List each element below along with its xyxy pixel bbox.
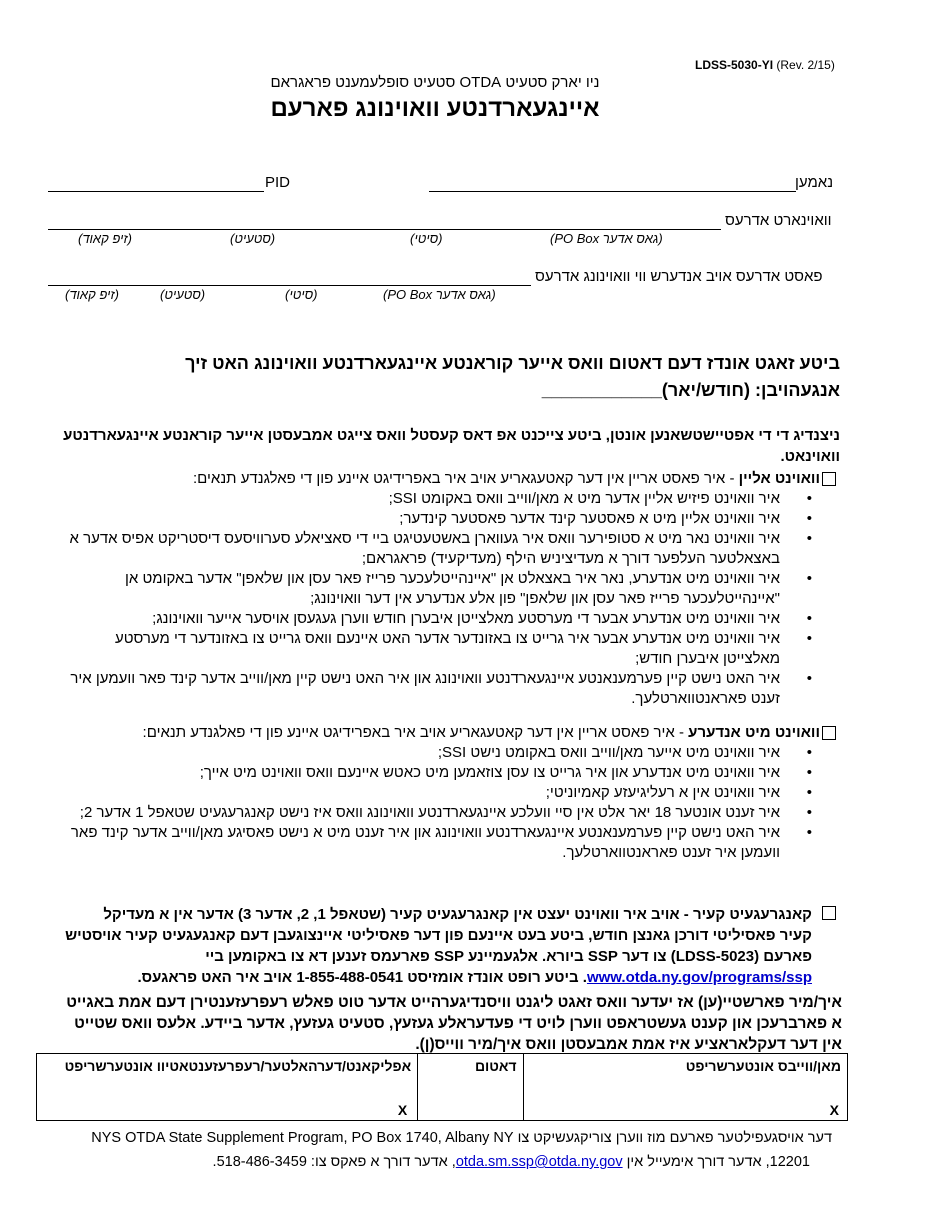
pid-field[interactable] (48, 191, 264, 192)
applicant-sign-x: X (397, 1102, 408, 1118)
footer-line-2-b: , אדער דורך א פאקס צו: 518-486-3459. (212, 1154, 456, 1170)
email-link[interactable]: otda.sm.ssp@otda.ny.gov (455, 1154, 623, 1170)
living-alone-heading: וואוינט אליין (738, 470, 820, 487)
congregate-line-2: קעיר פאסיליטי דורכן גאנצן חודש, ביטע בעט איינעם פון דער פאסיליטי איינצוגעבן דעם קאנגעגעיט קעיר אויסטיש (65, 927, 812, 944)
congregate-line-1: קאנגרעגעיט קעיר - אויב איר וואוינט יעצט אין קאנגרעגעיט קעיר (שטאפל 1, 2, אדער 3) אדער אין א מעדיקל (103, 906, 812, 923)
date-cell[interactable] (418, 1054, 523, 1121)
living-alone-list (55, 489, 820, 709)
form-revision: (Rev. 2/15) (776, 58, 835, 72)
list-item: • איר וואוינט נאר מיט א סטופירער וואס איר געווארן באשטעטיגט ביי די סאציאלע סערוויסעס דיסטריקט אפיס אדער א באצאלטער העלפער דורך א מעדיציניש הילף (מעדיקעיד) פראגראם; (55, 529, 780, 569)
spouse-signature-cell[interactable] (523, 1054, 847, 1121)
form-number: LDSS-5030-YI (695, 58, 774, 72)
congregate-care-checkbox[interactable] (822, 906, 836, 920)
living-alone-intro (55, 469, 820, 489)
pid-label: PID (265, 174, 291, 191)
congregate-care-section (60, 904, 812, 988)
spouse-sign-x: X (829, 1102, 839, 1118)
hint-zip: (זיפ קאוד) (78, 231, 132, 246)
spouse-signature-label: מאן/ווייבס אונטערשריפט (685, 1058, 841, 1074)
start-date-question (60, 350, 840, 404)
living-with-others-list (55, 743, 820, 863)
living-with-others-checkbox[interactable] (822, 726, 836, 740)
living-with-others-heading: וואוינט מיט אנדערע (688, 724, 820, 741)
hint-city-2: (סיטי) (285, 287, 318, 302)
list-item: • איר וואוינט מיט אנדערע, נאר איר באצאלט אן "איינהייטלעכער פרייז פאר עסן און שלאפן" אדער באקומט אן "איינהייטלעכער פרייז פאר עסן און שלאפן" פון אלע אנדערע אין דער וואוינונג; (55, 569, 780, 609)
instruction: ניצנדיג די די אפטיישטשאנען אונטן, ביטע צייכנט אפ דאס קעסטל וואס צייגט אמבעסטן אייער קוראנטע איינגעארדנטע וואוינאט. (63, 427, 840, 465)
living-alone-section (55, 469, 820, 709)
declaration: איך/מיר פארשטיי(ען) אז יעדער וואס זאגט ליגנט וויסנדיגערהייט אדער טוט פאלש רעפרעזענטירן דעם אמת באגייט א פארברעכן און קענט געשטראפט ווערן לויט די פעדעראלע געזעץ, סטעיט געזעץ, אדער ביידע. אלעס וואס שטייט אין דער דעקלאראציע איז אמת אמבעסטן וואס איך/מיר ווייס(ן). (66, 994, 842, 1053)
applicant-signature-cell[interactable] (37, 1054, 418, 1121)
congregate-line-4 (60, 967, 812, 988)
return-instructions: דער אויסגעפילטער פארעם מוז ווערן צוריקגעשיקט צו NYS OTDA State Supplement Program, PO Box 1740, Albany NY (91, 1130, 832, 1146)
list-item: • איר וואוינט מיט אייער מאן/ווייב וואס באקומט נישט SSI; (55, 743, 780, 763)
list-item: • איר האט נישט קיין פערמענאנטע איינגעארדנטע וואוינונג און איר האט נישט קיין מאן/ווייב אדער קינד פאר וועמען איר זענט פאראנטווארטלעך. (55, 669, 780, 709)
form-id (695, 58, 835, 72)
list-item: • איר וואוינט פיזיש אליין אדער מיט א מאן/ווייב וואס באקומט SSI; (55, 489, 780, 509)
footer-line-2-a: 12201, אדער דורך אימעייל אין (626, 1154, 810, 1170)
residence-address-field[interactable] (48, 229, 721, 230)
signature-table (36, 1053, 848, 1121)
living-with-others-section (55, 723, 820, 863)
program-line: ניו יארק סטעיט OTDA סטעיט סופלעמענט פראגראם (270, 74, 600, 91)
hint-state: (סטעיט) (230, 231, 276, 246)
hint-city: (סיטי) (410, 231, 443, 246)
hint-street: (גאס אדער PO Box) (550, 231, 663, 246)
question-line-1: ביטע זאגט אונדז דעם דאטום וואס אייער קוראנטע איינגעארדנטע וואוינונג האט זיך (185, 353, 840, 373)
applicant-signature-label: אפליקאנט/דערהאלטער/רעפרעזענטאטיוו אונטערשריפט (64, 1058, 412, 1074)
living-with-others-intro-text: - איר פאסט אריין אין דער קאטעגאריע אויב איר באפרידיגט איינע פון די פאלגנדע תנאים: (142, 724, 689, 741)
mailing-address-field[interactable] (48, 285, 531, 286)
hint-state-2: (סטעיט) (160, 287, 206, 302)
hint-street-2: (גאס אדער PO Box) (383, 287, 496, 302)
list-item: • איר וואוינט מיט אנדערע און איר גרייט צו עסן צוזאמען מיט כאטש איינעם וואס וואוינט מיט אייך; (55, 763, 780, 783)
list-item: • איר זענט אונטער 18 יאר אלט אין סיי וועלכע איינגעארדנטע וואוינונג וואס איז נישט קאנגרעגעיט שטאפל 1 אדער 2; (55, 803, 780, 823)
residence-label: וואוינארט אדרעס (725, 212, 832, 229)
ssp-forms-link[interactable]: www.otda.ny.gov/programs/ssp (586, 969, 812, 986)
name-field[interactable] (429, 191, 796, 192)
list-item: • איר וואוינט מיט אנדערע אבער די מערסטע מאלצייטן איבערן חודש ווערן געגעסן אויסער אייער וואוינונג; (55, 609, 780, 629)
list-item: • איר האט נישט קיין פערמענאנטע איינגעארדנטע וואוינונג און איר זענט מיט א נישט פאסיגע מאן/ווייב אדער קינד פאר וועמען איר זענט פאראנטווארטלעך. (55, 823, 780, 863)
date-label: דאטום (474, 1058, 517, 1074)
mailing-label: פאסט אדרעס אויב אנדערש ווי וואוינונג אדרעס (535, 268, 823, 285)
name-label: נאמען (795, 174, 834, 191)
page-title: איינגעארדנטע וואוינונג פארעם (270, 95, 600, 122)
question-line-2[interactable]: אנגעהויבן: (חודש/יאר)____________ (541, 380, 840, 400)
living-with-others-intro (55, 723, 820, 743)
living-alone-intro-text: - איר פאסט אריין אין דער קאטעגאריע אויב איר באפרידיגט איינע פון די פאלגנדע תנאים: (192, 470, 739, 487)
list-item: • איר וואוינט אליין מיט א פאסטער קינד אדער פאסטער קינדער; (55, 509, 780, 529)
congregate-line-3: פארעם (LDSS-5023) צו דער SSP ביורא. אלגעמיינע SSP פארעמס זענען דא צו באקומען ביי (205, 948, 812, 965)
list-item: • איר וואוינט אין א רעליגיעזע קאמיוניטי; (55, 783, 780, 803)
living-alone-checkbox[interactable] (822, 472, 836, 486)
hint-zip-2: (זיפ קאוד) (65, 287, 119, 302)
congregate-line-4-text: . ביטע רופט אונדז אומזיסט 1-855-488-0541 אויב איר האט פראגעס. (137, 969, 587, 986)
return-instructions-2 (40, 1152, 810, 1172)
list-item: • איר וואוינט מיט אנדערע אבער איר גרייט צו באזונדער אדער האט איינעם וואס גרייט צו באזונדער די מערסטע מאלצייטן איבערן חודש; (55, 629, 780, 669)
